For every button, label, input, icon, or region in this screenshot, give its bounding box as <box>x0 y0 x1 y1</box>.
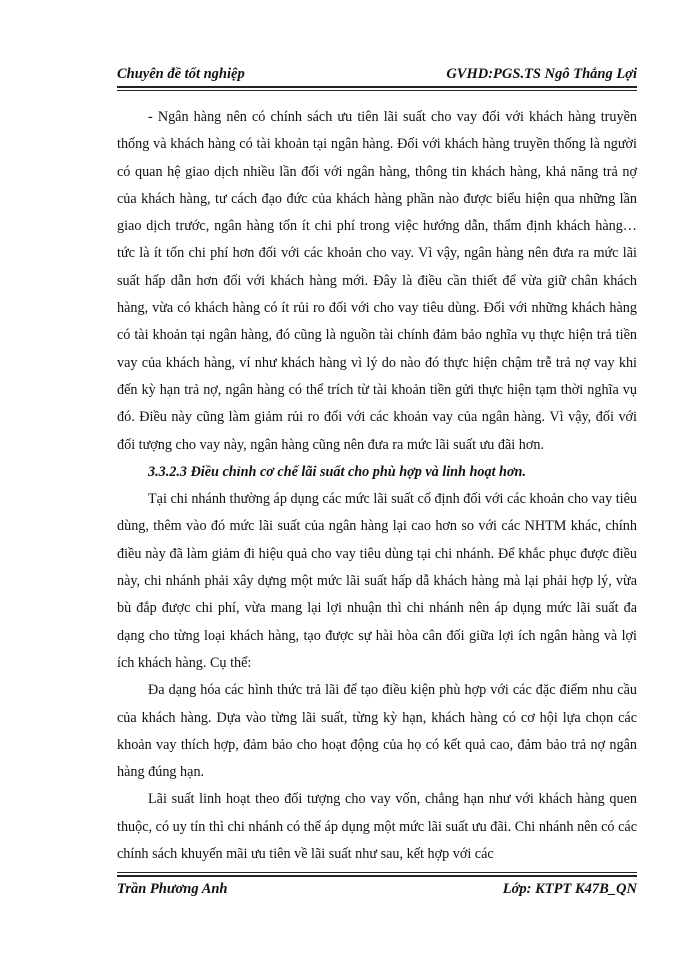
footer-divider <box>117 872 637 877</box>
header-divider <box>117 86 637 91</box>
footer-author: Trần Phương Anh <box>117 881 228 897</box>
paragraph-fixed-rates: Tại chi nhánh thường áp dụng các mức lãi suất cố định đối với các khoản cho vay tiêu dùng, thêm vào đó mức lãi suất của ngân hàng lại cao hơn so với các NHTM khác, chính điều này đã làm giảm đi hiệu quả cho vay tiêu dùng tại chi nhánh. Để khắc phục được điều này, chi nhánh phải xây dựng một mức lãi suất hấp dẫ khách hàng mà lại phải hợp lý, vừa bù đắp được chi phí, vừa mang lại lợi nhuận thì chi nhánh nên áp dụng mức lãi suất đa dạng cho từng loại khách hàng, tạo được sự hài hòa cân đối giữa lợi ích ngân hàng và lợi ích khách hàng. Cụ thể: <box>117 491 637 671</box>
footer-class: Lớp: KTPT K47B_QN <box>502 881 637 897</box>
page-header <box>117 62 637 84</box>
section-heading-3-3-2-3: 3.3.2.3 Điều chỉnh cơ chế lãi suất cho phù hợp và linh hoạt hơn. <box>148 463 526 480</box>
page-footer <box>117 878 637 900</box>
paragraph-flexible-rates: Lãi suất linh hoạt theo đối tượng cho vay vốn, chẳng hạn như với khách hàng quen thuộc, có uy tín thì chi nhánh có thể áp dụng một mức lãi suất ưu đãi. Chi nhánh nên có các chính sách khuyến mãi ưu tiên về lãi suất như sau, kết hợp với các <box>117 791 637 863</box>
paragraph-interest-priority: - Ngân hàng nên có chính sách ưu tiên lãi suất cho vay đối với khách hàng truyền thống và khách hàng có tài khoản tại ngân hàng. Đối với khách hàng truyền thống là người có quan hệ giao dịch nhiều lần đối với ngân hàng, thông tin khách hàng, khả năng trả nợ của khách hàng, tư cách đạo đức của khách hàng phần nào được biểu hiện qua những lần giao dịch trước, ngân hàng tốn ít chi phí trong việc hướng dẫn, thẩm định khách hàng… tức là ít tốn chi phí hơn đối với các khoản cho vay. Vì vậy, ngân hàng nên đưa ra mức lãi suất hấp dẫn hơn đối với khách hàng mới. Đây là điều cần thiết để vừa giữ chân khách hàng, vừa có khách hàng có ít rủi ro đối với cho vay tiêu dùng. Đối với những khách hàng có tài khoản tại ngân hàng, đó cũng là nguồn tài chính đảm bảo nghĩa vụ thực hiện trả tiền vay của khách hàng, ví như khách hàng vì lý do nào đó thực hiện chậm trễ trả nợ vay khi đến kỳ hạn trả nợ, ngân hàng có thể trích từ tài khoản tiền gửi thực hiện tạm thời nghĩa vụ đó. Điều này cũng làm giảm rủi ro đối với các khoản vay của ngân hàng. Vì vậy, đối với đối tượng cho vay này, ngân hàng cũng nên đưa ra mức lãi suất ưu đãi hơn. <box>117 109 637 453</box>
paragraph-diversify-payment: Đa dạng hóa các hình thức trả lãi để tạo điều kiện phù hợp với các đặc điểm nhu cầu của khách hàng. Dựa vào từng lãi suất, từng kỳ hạn, khách hàng có cơ hội lựa chọn các khoản vay thích hợp, đảm bảo cho hoạt động của họ có kết quả cao, đảm bảo trả nợ ngân hàng đúng hạn. <box>117 682 637 781</box>
header-title: Chuyên đề tốt nghiệp <box>117 66 245 82</box>
header-advisor: GVHD:PGS.TS Ngô Thắng Lợi <box>446 66 637 82</box>
page-body <box>117 104 637 868</box>
